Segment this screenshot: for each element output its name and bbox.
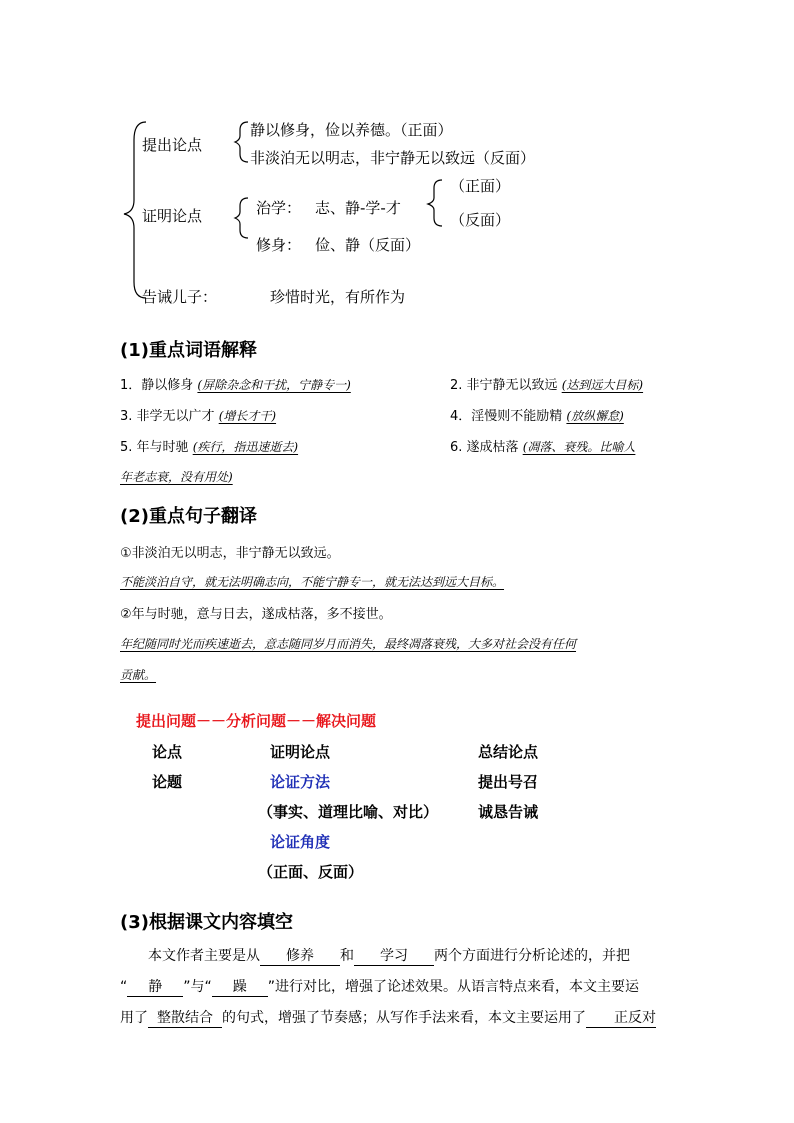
vocab-note: (疾行，指迅速逝去)	[192, 440, 299, 454]
thesis-negative: 非淡泊无以明志，非宁静无以致远（反面）	[250, 149, 536, 167]
col2-angle-detail: （正面、反面）	[258, 863, 364, 881]
vocab-item-3	[120, 405, 276, 424]
col1-thesis: 论点	[152, 743, 183, 761]
sentence-2-translation-line2: 贡献。	[120, 668, 157, 682]
vocab-term: 1．静以修身	[120, 378, 194, 393]
cultivation-content: 俭、静（反面）	[315, 236, 421, 254]
branch-propose-thesis: 提出论点	[142, 136, 203, 154]
blank-6: 正反对	[586, 1009, 656, 1028]
study-positive: （正面）	[450, 177, 511, 195]
advice-text: 珍惜时光，有所作为	[270, 288, 406, 306]
vocab-item-4	[450, 405, 624, 424]
text: 和	[340, 948, 354, 964]
cultivation-label: 修身：	[256, 236, 302, 254]
vocab-term: 4．淫慢则不能励精	[450, 409, 563, 424]
col3-call: 提出号召	[478, 773, 539, 791]
blank-3: 静	[127, 978, 183, 997]
aspects-brace	[428, 180, 442, 226]
text: 用了	[120, 1010, 148, 1026]
vocab-note: (达到远大目标)	[561, 378, 644, 392]
vocab-item-2	[450, 374, 643, 393]
text: 两个方面进行分析论述的，并把	[434, 948, 630, 964]
text: “	[120, 979, 128, 995]
vocab-term: 2. 非宁静无以致远	[450, 378, 558, 393]
sentence-1-translation: 不能淡泊自守，就无法明确志向，不能宁静专一，就无法达到远大目标。	[120, 575, 505, 589]
fill-line-3	[120, 1007, 656, 1028]
vocab-note: (凋落、衰残。比喻人	[522, 440, 636, 454]
study-negative: （反面）	[450, 211, 511, 229]
blank-1: 修养	[260, 947, 340, 966]
col2-angle: 论证角度	[270, 833, 331, 851]
section2-title: (2)重点句子翻译	[120, 506, 257, 527]
fill-line-2	[120, 976, 639, 997]
sentence-2-translation-line1: 年纪随同时光而疾速逝去，意志随同岁月而消失，最终凋落衰残，大多对社会没有任何	[120, 637, 577, 651]
vocab-note: (放纵懈怠)	[566, 409, 624, 423]
col2-prove: 证明论点	[270, 743, 331, 761]
thesis-positive: 静以修身，俭以养德。（正面）	[250, 121, 453, 139]
vocab-term: 3. 非学无以广才	[120, 409, 215, 424]
sentence-1-source: ①非淡泊无以明志，非宁静无以致远。	[120, 546, 340, 561]
col1-topic: 论题	[152, 773, 183, 791]
branch-advise-son: 告诫儿子：	[142, 288, 218, 306]
sentence-2-source: ②年与时驰，意与日去，遂成枯落，多不接世。	[120, 607, 392, 622]
vocab-item-1	[120, 374, 351, 393]
blank-5: 整散结合	[148, 1009, 222, 1028]
study-label: 治学：	[256, 199, 302, 217]
branch-prove-thesis: 证明论点	[142, 207, 203, 225]
col2-method-detail: （事实、道理比喻、对比）	[258, 803, 439, 821]
vocab-note: (增长才干)	[218, 409, 277, 423]
proof-brace	[235, 198, 248, 238]
text: ”进行对比，增强了论述效果。从语言特点来看，本文主要运	[267, 979, 640, 995]
text: 本文作者主要是从	[148, 948, 260, 964]
vocab-note: (屏除杂念和干扰，宁静专一)	[197, 378, 351, 392]
vocab-item-6	[450, 436, 635, 455]
blank-2: 学习	[354, 947, 434, 966]
vocab-term: 6. 遂成枯落	[450, 440, 519, 455]
section3-title: (3)根据课文内容填空	[120, 912, 293, 933]
thesis-brace	[235, 122, 248, 162]
text: ”与“	[183, 979, 212, 995]
vocab-item-5	[120, 436, 298, 455]
vocab-item-6-continued: 年老志衰，没有用处)	[120, 470, 233, 484]
blank-4: 躁	[212, 978, 268, 997]
col2-method: 论证方法	[270, 773, 331, 791]
col3-summary: 总结论点	[478, 743, 539, 761]
text: 的句式，增强了节奏感；从写作手法来看，本文主要运用了	[222, 1010, 586, 1026]
col3-advise: 诚恳告诫	[478, 803, 539, 821]
structure-header: 提出问题－－分析问题－－解决问题	[136, 712, 377, 730]
study-content: 志、静-学-才	[315, 199, 401, 217]
section1-title: (1)重点词语解释	[120, 340, 257, 361]
vocab-term: 5. 年与时驰	[120, 440, 189, 455]
fill-line-1	[148, 945, 630, 966]
